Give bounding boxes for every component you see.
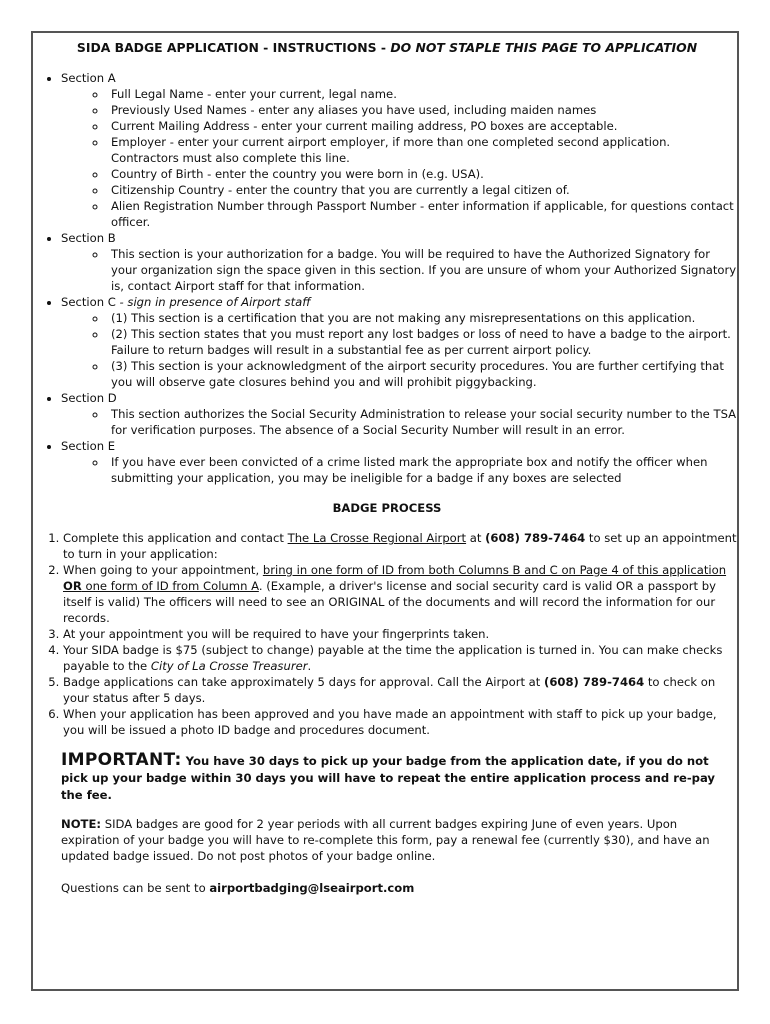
section-label: Section A (61, 71, 116, 85)
section-a-items (61, 86, 737, 230)
note-text: SIDA badges are good for 2 year periods with all current badges expiring June of even years. Upon expiration of your badge you will have to re-complete this form, pay a renewal fee (currently $30), and have an updated badge issued. Do not post photos of your badge online. (61, 817, 710, 863)
list-item: ◦ Country of Birth - enter the country you were born in (e.g. USA). (107, 166, 737, 182)
important-notice (61, 752, 737, 804)
step-text: OR (63, 579, 82, 593)
step-text: to set up an appointment to turn in your application: (63, 531, 737, 561)
important-text: You have 30 days to pick up your badge from the application date, if you do not pick up your badge within 30 days you will have to repeat the entire application process and re-pay the fee. (61, 754, 715, 802)
section-label: Section B (61, 231, 116, 245)
process-step (63, 642, 737, 674)
page-title (37, 40, 737, 56)
section-a (61, 70, 737, 230)
payee-name: City of La Crosse Treasurer (150, 659, 308, 673)
section-label: Section E (61, 439, 116, 453)
list-item: ◦ Full Legal Name - enter your current, legal name. (107, 86, 737, 102)
step-text: Badge applications can take approximately 5 days for approval. Call the Airport at (63, 675, 545, 689)
section-c (61, 294, 737, 390)
phone-number: (608) 789-7464 (485, 531, 586, 545)
section-d (61, 390, 737, 438)
section-d-items (61, 406, 737, 438)
section-list (37, 70, 737, 486)
step-text: . (Example, a driver's license and social security card is valid OR a passport by itself is valid) The officers will need to see an ORIGINAL of the documents and will record the information for our records. (63, 579, 716, 625)
list-item: ◦ Employer - enter your current airport employer, if more than one completed second application. Contractors must also complete this line. (107, 134, 737, 166)
process-step: 6. When your application has been approved and you have made an appointment with staff to pick up your badge, you will be issued a photo ID badge and procedures document. (63, 706, 737, 738)
step-text: Your SIDA badge is $75 (subject to change) payable at the time the application is turned in. You can make checks payable to the (63, 643, 723, 673)
badge-process-list (37, 530, 737, 738)
list-item: ◦ Previously Used Names - enter any aliases you have used, including maiden names (107, 102, 737, 118)
process-step (63, 530, 737, 562)
process-step (63, 562, 737, 626)
list-item: ◦ This section is your authorization for a badge. You will be required to have the Authorized Signatory for your organization sign the space given in this section. If you are unsure of whom your Authorized Signatory is, contact Airport staff for that information. (107, 246, 737, 294)
section-b (61, 230, 737, 294)
step-text: When going to your appointment, (63, 563, 263, 577)
note-label: NOTE: (61, 817, 102, 831)
step-text: bring in one form of ID from both Columns B and C on Page 4 of this application (262, 563, 727, 577)
title-main: SIDA BADGE APPLICATION - INSTRUCTIONS - (76, 40, 391, 55)
section-e (61, 438, 737, 486)
list-item: ◦ Citizenship Country - enter the country that you are currently a legal citizen of. (107, 182, 737, 198)
airport-name: The La Crosse Regional Airport (287, 531, 467, 545)
list-item: ◦ (2) This section states that you must report any lost badges or loss of need to have a badge to the airport. Failure to return badges will result in a substantial fee as per current airport policy. (107, 326, 737, 358)
step-text: one form of ID from Column A (81, 579, 259, 593)
list-item: ◦ (1) This section is a certification that you are not making any misrepresentations on this application. (107, 310, 737, 326)
questions-text: Questions can be sent to (61, 881, 210, 895)
badge-process-heading: BADGE PROCESS (332, 501, 442, 515)
list-item: ◦ Alien Registration Number through Passport Number - enter information if applicable, for questions contact officer. (107, 198, 737, 230)
questions-line (61, 880, 737, 896)
list-item: ◦ (3) This section is your acknowledgment of the airport security procedures. You are further certifying that you will observe gate closures behind you and will prohibit piggybacking. (107, 358, 737, 390)
phone-number: (608) 789-7464 (544, 675, 645, 689)
section-label-suffix: - sign in presence of Airport staff (115, 295, 311, 309)
list-item: ◦ Current Mailing Address - enter your current mailing address, PO boxes are acceptable. (107, 118, 737, 134)
step-text: . (307, 659, 312, 673)
important-label: IMPORTANT: (61, 750, 182, 770)
section-e-items (61, 454, 737, 486)
list-item: ◦ This section authorizes the Social Security Administration to release your social security number to the TSA for verification purposes. The absence of a Social Security Number will result in an error. (107, 406, 737, 438)
title-warning: DO NOT STAPLE THIS PAGE TO APPLICATION (390, 40, 698, 55)
process-step (63, 674, 737, 706)
step-text: at (466, 531, 486, 545)
step-text: to check on your status after 5 days. (63, 675, 716, 705)
list-item: ◦ If you have ever been convicted of a crime listed mark the appropriate box and notify the officer when submitting your application, you may be ineligible for a badge if any boxes are selected (107, 454, 737, 486)
note-paragraph (61, 816, 737, 864)
section-label: Section C (61, 295, 116, 309)
section-b-items (61, 246, 737, 294)
section-c-items (61, 310, 737, 390)
contact-email: airportbadging@lseairport.com (209, 881, 415, 895)
process-step: 3. At your appointment you will be required to have your fingerprints taken. (63, 626, 737, 642)
step-text: Complete this application and contact (63, 531, 288, 545)
instructions-page (37, 40, 737, 896)
section-label: Section D (61, 391, 117, 405)
